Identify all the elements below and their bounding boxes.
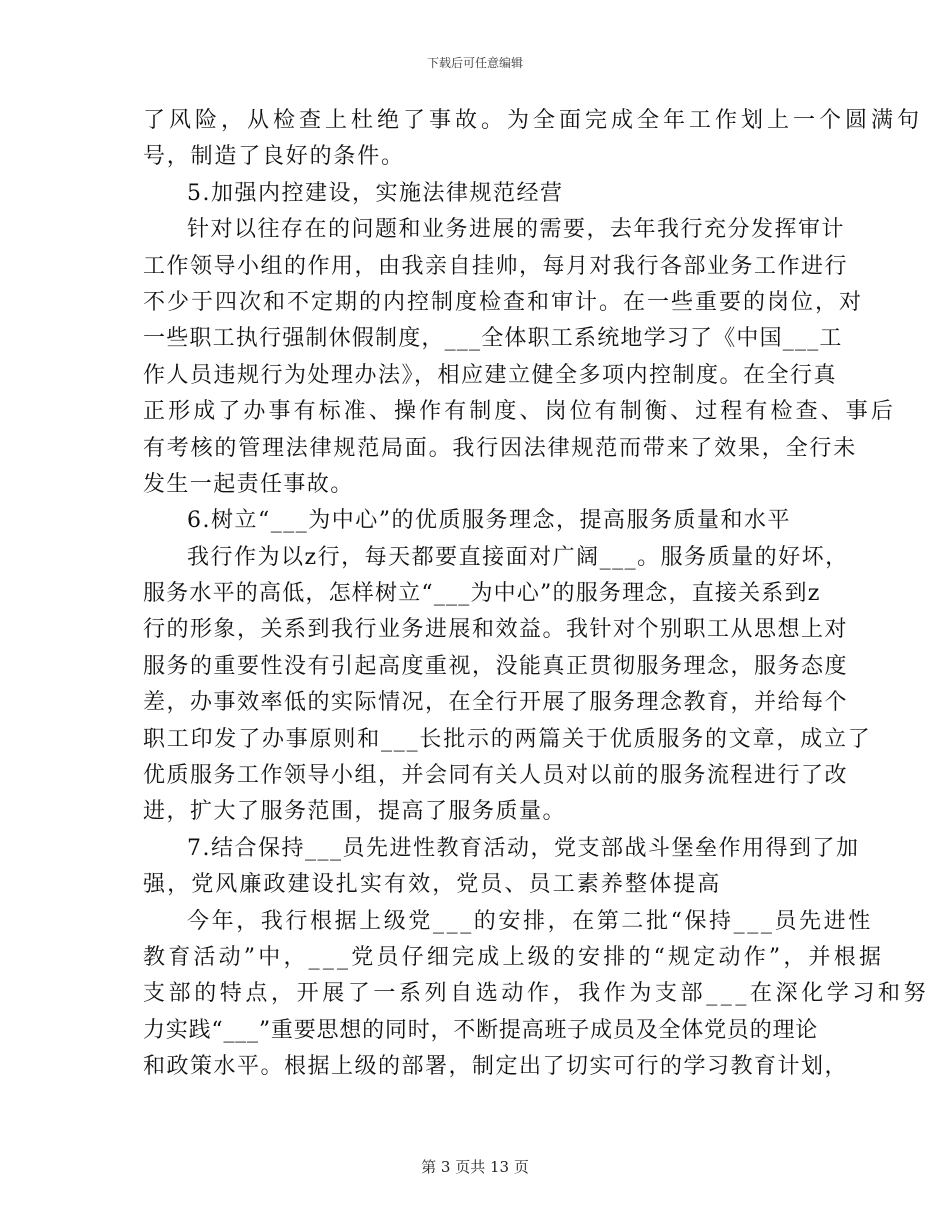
page-number: 第 3 页共 13 页	[421, 1158, 529, 1176]
section-heading: 5.加强内控建设，实施法律规范经营	[187, 180, 564, 206]
text-line: 职工印发了办事原则和___长批示的两篇关于优质服务的文章，成立了	[143, 726, 872, 752]
section-heading: 7.结合保持___员先进性教育活动，党支部战斗堡垒作用得到了加	[187, 835, 860, 861]
text-line: 针对以往存在的问题和业务进展的需要，去年我行充分发挥审计	[187, 217, 846, 243]
text-line: 行的形象，关系到我行业务进展和效益。我针对个别职工从思想上对	[143, 617, 849, 643]
text-line: 发生一起责任事故。	[143, 471, 354, 497]
section-heading-continued: 强，党风廉政建设扎实有效，党员、员工素养整体提高	[143, 872, 722, 898]
text-line: 力实践“___”重要思想的同时，不断提高班子成员及全体党员的理论	[143, 1017, 819, 1043]
text-line: 今年，我行根据上级党___的安排，在第二批“保持___员先进性	[187, 908, 873, 934]
text-line: 作人员违规行为处理办法》，相应建立健全多项内控制度。在全行真	[143, 362, 838, 388]
text-line: 差，办事效率低的实际情况，在全行开展了服务理念教育，并给每个	[143, 690, 849, 716]
page-header-note: 下载后可任意编辑	[426, 56, 523, 70]
text-line: 号，制造了良好的条件。	[143, 144, 405, 170]
text-line: 我行作为以z行，每天都要直接面对广阔___。服务质量的好坏，	[187, 544, 849, 570]
text-line: 正形成了办事有标准、操作有制度、岗位有制衡、过程有检查、事后	[143, 399, 897, 425]
text-line: 有考核的管理法律规范局面。我行因法律规范而带来了效果，全行未	[143, 435, 858, 461]
text-line: 支部的特点，开展了一系列自选动作，我作为支部___在深化学习和努	[143, 981, 930, 1007]
text-line: 一些职工执行强制休假制度，___全体职工系统地学习了《中国___工	[143, 326, 843, 352]
document-body	[143, 103, 930, 1086]
text-line: 进，扩大了服务范围，提高了服务质量。	[143, 799, 567, 825]
text-line: 优质服务工作领导小组，并会同有关人员对以前的服务流程进行了改	[143, 763, 849, 789]
text-line: 服务水平的高低，怎样树立“___为中心”的服务理念，直接关系到z	[143, 581, 821, 607]
text-line: 服务的重要性没有引起高度重视，没能真正贯彻服务理念，服务态度	[143, 653, 849, 679]
text-line: 教育活动”中，___党员仔细完成上级的安排的“规定动作”，并根据	[143, 944, 885, 970]
section-heading: 6.树立“___为中心”的优质服务理念，提高服务质量和水平	[187, 508, 791, 534]
text-line: 和政策水平。根据上级的部署，制定出了切实可行的学习教育计划，	[143, 1054, 849, 1080]
text-line: 不少于四次和不定期的内控制度检查和审计。在一些重要的岗位，对	[143, 289, 864, 315]
text-line: 了风险，从检查上杜绝了事故。为全面完成全年工作划上一个圆满句	[143, 108, 924, 133]
text-line: 工作领导小组的作用，由我亲自挂帅，每月对我行各部业务工作进行	[143, 253, 849, 279]
